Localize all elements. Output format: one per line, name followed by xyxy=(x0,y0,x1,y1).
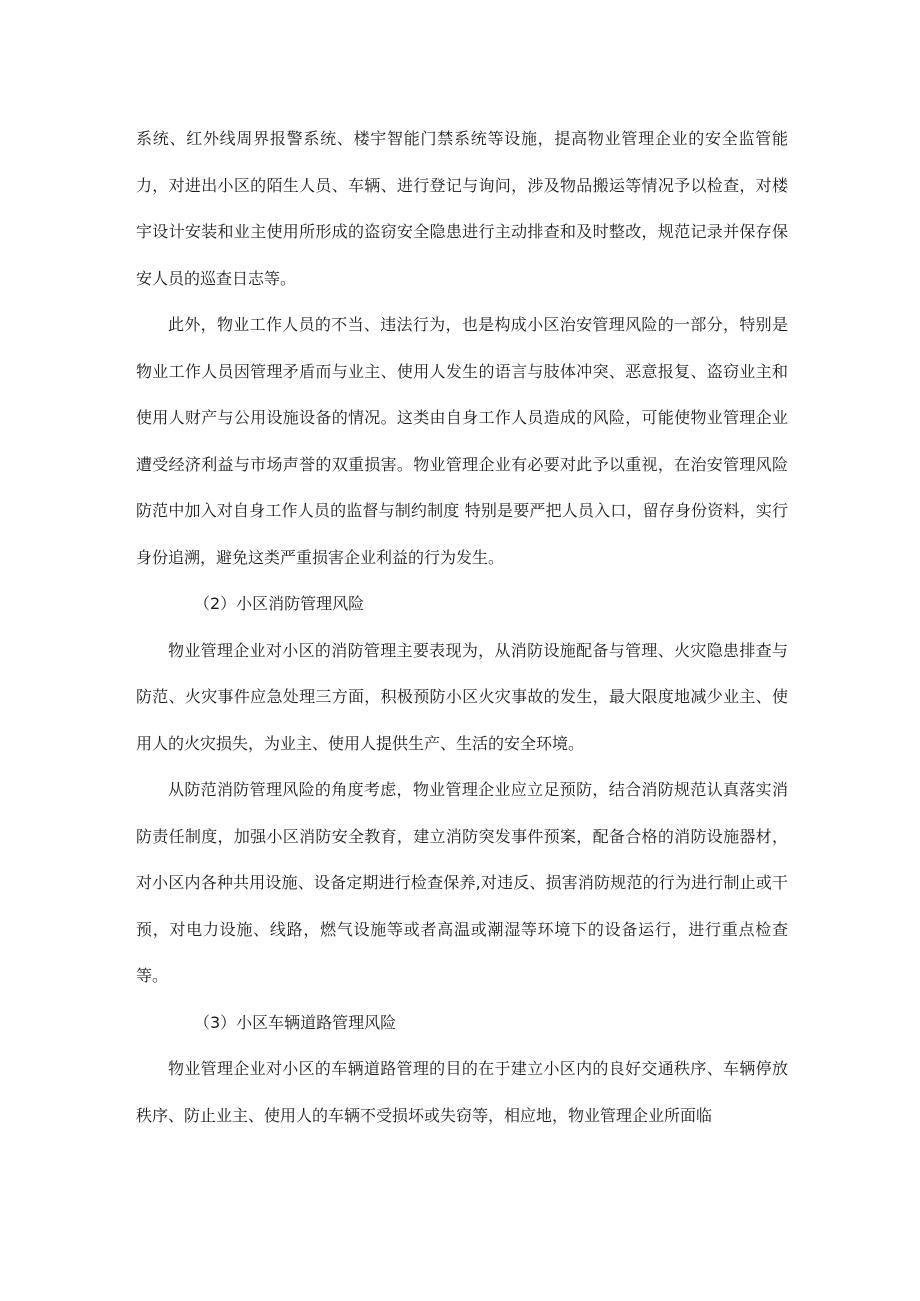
document-body xyxy=(136,116,788,1139)
paragraph-security-staff-risk: 此外，物业工作人员的不当、违法行为，也是构成小区治安管理风险的一部分，特别是物业工作人员因管理矛盾而与业主、使用人发生的语言与肢体冲突、恶意报复、盗窃业主和使用人财产与公用设施设备的情况。这类由自身工作人员造成的风险，可能使物业管理企业遭受经济利益与市场声誉的双重损害。物业管理企业有必要对此予以重视，在治安管理风险防范中加入对自身工作人员的监督与制约制度 特别是要严把人员入口，留存身份资料，实行身份追溯，避免这类严重损害企业利益的行为发生。 xyxy=(136,315,788,567)
section-heading-vehicle-risk: （3）小区车辆道路管理风险 xyxy=(194,1012,397,1032)
paragraph-continuation: 系统、红外线周界报警系统、楼宇智能门禁系统等设施，提高物业管理企业的安全监管能力，对进出小区的陌生人员、车辆、进行登记与询问，涉及物品搬运等情况予以检查，对楼宇设计安装和业主使用所形成的盗窃安全隐患进行主动排查和及时整改，规范记录并保存保安人员的巡查日志等。 xyxy=(136,129,788,288)
paragraph-vehicle-management: 物业管理企业对小区的车辆道路管理的目的在于建立小区内的良好交通秩序、车辆停放秩序、防止业主、使用人的车辆不受损坏或失窃等，相应地，物业管理企业所面临 xyxy=(136,1059,788,1125)
paragraph-fire-management: 物业管理企业对小区的消防管理主要表现为，从消防设施配备与管理、火灾隐患排查与防范、火灾事件应急处理三方面，积极预防小区火灾事故的发生，最大限度地减少业主、使用人的火灾损失，为业主、使用人提供生产、生活的安全环境。 xyxy=(136,640,788,753)
paragraph-fire-prevention: 从防范消防管理风险的角度考虑，物业管理企业应立足预防，结合消防规范认真落实消防责任制度，加强小区消防安全教育，建立消防突发事件预案，配备合格的消防设施器材，对小区内各种共用设施、设备定期进行检查保养,对违反、损害消防规范的行为进行制止或干预，对电力设施、线路，燃气设施等或者高温或潮湿等环境下的设备运行，进行重点检查等。 xyxy=(136,780,788,985)
section-heading-fire-risk: （2）小区消防管理风险 xyxy=(194,594,365,613)
